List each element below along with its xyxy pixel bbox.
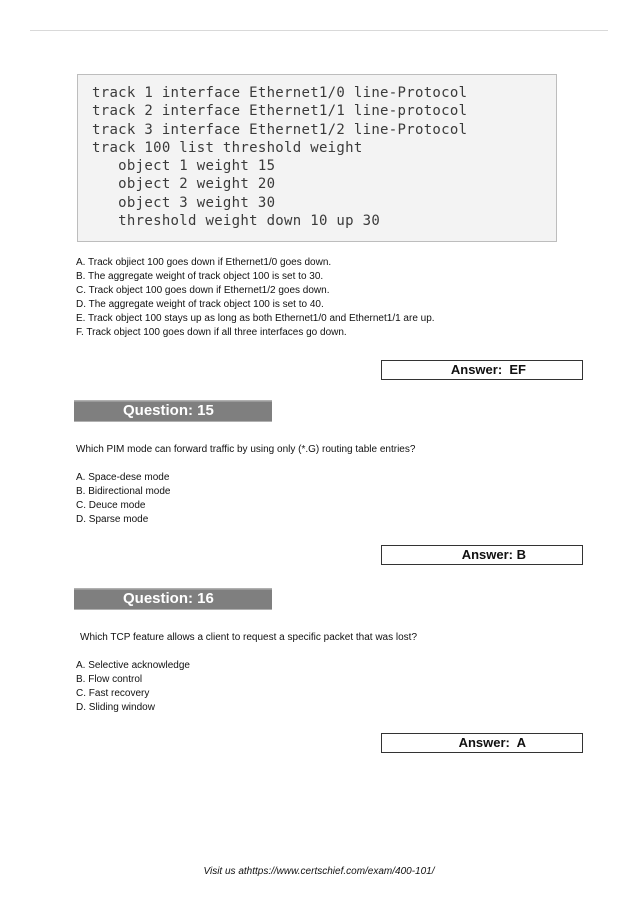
option-a: A. Space-dese mode [76, 472, 170, 483]
q15-question-text: Which PIM mode can forward traffic by using only (*.G) routing table entries? [76, 444, 416, 455]
q16-question-text: Which TCP feature allows a client to request a specific packet that was lost? [80, 632, 418, 643]
q15-header: Question: 15 [74, 400, 272, 422]
q16-answer-box: Answer: A [381, 733, 583, 753]
code-line: track 2 interface Ethernet1/1 line-protocol [92, 103, 468, 120]
option-d: D. Sliding window [76, 702, 155, 713]
code-line: threshold weight down 10 up 30 [92, 213, 381, 230]
code-line: track 1 interface Ethernet1/0 line-Protocol [92, 85, 468, 101]
q16-header: Question: 16 [74, 588, 272, 610]
q16-options [76, 659, 190, 715]
option-a: A. Selective acknowledge [76, 660, 190, 671]
option-b: B. Flow control [76, 674, 143, 685]
option-e: E. Track object 100 stays up as long as both Ethernet1/0 and Ethernet1/1 are up. [76, 313, 435, 324]
top-divider [30, 30, 608, 31]
footer-link-text[interactable]: Visit us athttps://www.certschief.com/exam/400-101/ [203, 866, 435, 877]
q15-options [76, 471, 171, 527]
option-d: D. The aggregate weight of track object 100 is set to 40. [76, 299, 324, 310]
code-line: object 1 weight 15 [92, 158, 276, 175]
option-c: C. Deuce mode [76, 500, 146, 511]
code-line: object 3 weight 30 [92, 194, 276, 211]
code-line: track 100 list threshold weight [92, 139, 363, 156]
option-c: C. Fast recovery [76, 688, 150, 699]
q15-answer-box: Answer: B [381, 545, 583, 565]
q14-answer-box: Answer: EF [381, 360, 583, 380]
option-b: B. Bidirectional mode [76, 486, 171, 497]
q14-options [76, 256, 435, 340]
option-b: B. The aggregate weight of track object 100 is set to 30. [76, 271, 324, 282]
option-f: F. Track object 100 goes down if all three interfaces go down. [76, 327, 347, 338]
code-line: track 3 interface Ethernet1/2 line-Protocol [92, 121, 468, 138]
option-c: C. Track object 100 goes down if Ethernet1/2 goes down. [76, 285, 330, 296]
option-a: A. Track objiect 100 goes down if Ethernet1/0 goes down. [76, 257, 332, 268]
config-code-block [77, 74, 557, 242]
option-d: D. Sparse mode [76, 514, 149, 525]
code-line: object 2 weight 20 [92, 176, 276, 193]
